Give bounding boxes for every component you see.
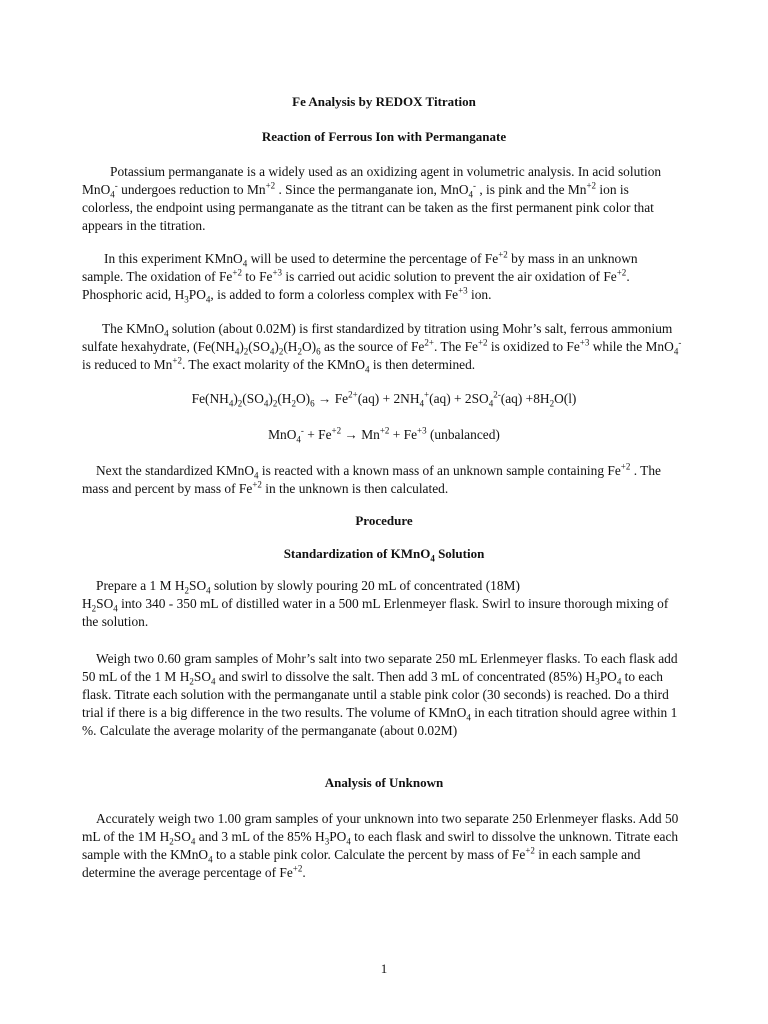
procedure-heading: Procedure [355,513,413,528]
standardization-paragraph-2: Weigh two 0.60 gram samples of Mohr’s salt into two separate 250 mL Erlenmeyer flasks. To each flask add 50 mL of the 1 M $H_2SO_4$ and swirl to dissolve the salt. Then add 3 mL of concentrated (85%) $H_3PO_4$ to each flask. Titrate each solution with the permanganate until a stable pink color (30 seconds) is reached. Do a third trial if there is a big difference in the two results. The volume of KMnO$_4$ in each titration should agree within 1 %. Calculate the average molarity of the permanganate (about 0.02M) [82,651,678,738]
intro-paragraph-1: Potassium permanganate is a widely used as an oxidizing agent in volumetric analysis. In acid solution MnO$_4$- undergoes reduction to $Mn^{+2}$ . Since the permanganate ion, MnO$_4$- , is pink and the $Mn^{+2}$ ion is colorless, the endpoint using permanganate as the titrant can be taken as the first permanent pink color that appears in the titration. [82,164,662,233]
intro-paragraph-2: In this experiment KMnO$_4$ will be used to determine the percentage of $Fe^{+2}$ by mass in an unknown sample. The oxidation of $Fe^{+2}$ to $Fe^{+3}$ is carried out acidic solution to prevent the air oxidation of $Fe^{+2}$. Phosphoric acid, $H_3PO_4$, is added to form a colorless complex with $Fe^{+3}$ ion. [82,249,638,305]
equation-mohrs-salt: $Fe(NH_4)_2(SO_4)_2(H_2O)_6 \to Fe^{2+}(aq) + 2NH_4^+(aq) + 2SO_4^{2-}(aq) +8H_2O(l)$ [191,389,577,409]
document-subtitle: Reaction of Ferrous Ion with Permanganate [261,129,507,144]
standardization-heading: Standardization of KMnO$_4$ Solution [283,546,485,564]
document-title: Fe Analysis by REDOX Titration [292,94,476,109]
intro-paragraph-3: The KMnO$_4$ solution (about 0.02M) is first standardized by titration using Mohr’s salt, ferrous ammonium sulfate hexahydrate, ($Fe(NH_4)_2(SO_4)_2(H_2O)_6$ as the source of $Fe^{2+}$. The $Fe^{+2}$ is oxidized to $Fe^{+3}$ while the MnO$_4$- is reduced to $Mn^{+2}$. The exact molarity of the KMnO$_4$ is then determined. [82,321,682,375]
equation-redox: $MnO_4^- + Fe^{+2} \to Mn^{+2} + Fe^{+3}$ (unbalanced) [268,425,500,445]
analysis-heading: Analysis of Unknown [324,775,444,790]
page-number: 1 [380,961,388,976]
after-equations-paragraph: Next the standardized KMnO$_4$ is reacted with a known mass of an unknown sample containing $Fe^{+2}$ . The mass and percent by mass of $Fe^{+2}$ in the unknown is then calculated. [82,461,661,496]
standardization-paragraph-1: Prepare a 1 M $H_2SO_4$ solution by slowly pouring 20 mL of concentrated (18M) $H_2SO_4$ into 340 - 350 mL of distilled water in a 500 mL Erlenmeyer flask. Swirl to insure thorough mixing of the solution. [82,578,669,629]
analysis-paragraph: Accurately weigh two 1.00 gram samples of your unknown into two separate 250 Erlenmeyer flasks. Add 50 mL of the 1M $H_2SO_4$ and 3 mL of the 85% $H_3PO_4$ to each flask and swirl to dissolve the unknown. Titrate each sample with the KMnO$_4$ to a stable pink color. Calculate the percent by mass of $Fe^{+2}$ in each sample and determine the average percentage of $Fe^{+2}$. [82,811,679,880]
